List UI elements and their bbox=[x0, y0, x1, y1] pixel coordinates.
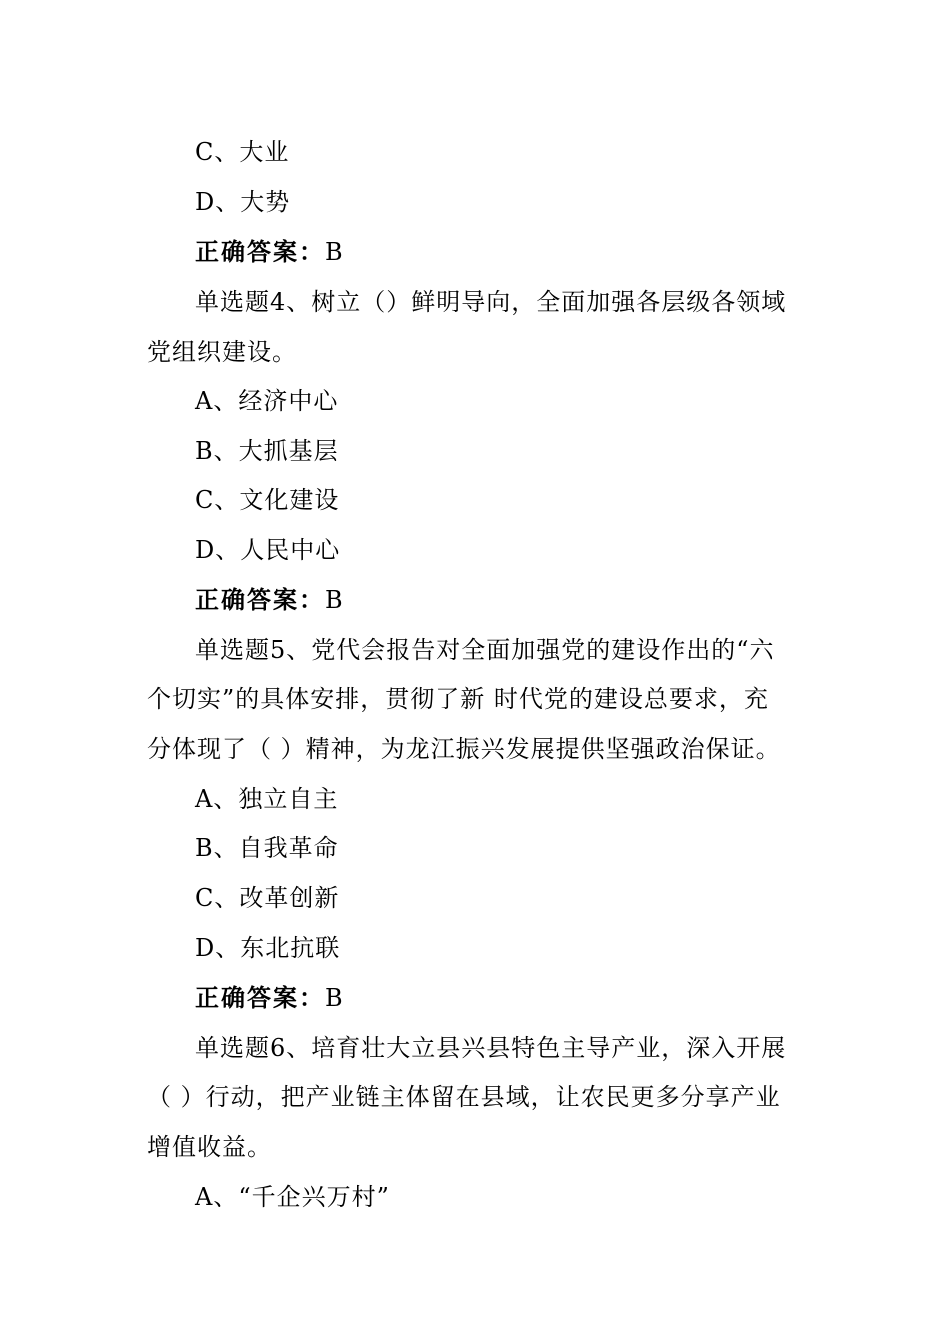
q5-option-b: B、自我革命 bbox=[195, 834, 339, 862]
question-5-line-3: 分体现了（ ）精神，为龙江振兴发展提供坚强政治保证。 bbox=[147, 735, 781, 763]
q5-option-c: C、改革创新 bbox=[195, 884, 340, 912]
answer-value: B bbox=[325, 984, 344, 1012]
q5-answer-line bbox=[195, 983, 344, 1013]
question-6-line-2: （ ）行动，把产业链主体留在县域，让农民更多分享产业 bbox=[147, 1083, 781, 1111]
answer-label: 正确答案： bbox=[195, 586, 325, 614]
question-6-line-3: 增值收益。 bbox=[147, 1133, 272, 1161]
answer-label: 正确答案： bbox=[195, 984, 325, 1012]
answer-value: B bbox=[325, 586, 344, 614]
q6-option-a: A、“千企兴万村” bbox=[195, 1183, 390, 1211]
q4-option-c: C、文化建设 bbox=[195, 486, 340, 514]
question-5-line-1: 单选题5、党代会报告对全面加强党的建设作出的“六 bbox=[195, 636, 775, 664]
option-c: C、大业 bbox=[195, 138, 290, 166]
answer-line bbox=[195, 237, 344, 267]
q4-option-b: B、大抓基层 bbox=[195, 437, 339, 465]
q5-option-a: A、独立自主 bbox=[195, 785, 339, 813]
answer-value: B bbox=[325, 238, 344, 266]
option-d: D、大势 bbox=[195, 188, 291, 216]
question-4-line-1: 单选题4、树立（）鲜明导向，全面加强各层级各领域 bbox=[195, 288, 787, 316]
q5-option-d: D、东北抗联 bbox=[195, 934, 341, 962]
answer-label: 正确答案： bbox=[195, 238, 325, 266]
question-6-line-1: 单选题6、培育壮大立县兴县特色主导产业，深入开展 bbox=[195, 1034, 787, 1062]
q4-answer-line bbox=[195, 585, 344, 615]
q4-option-a: A、经济中心 bbox=[195, 387, 339, 415]
q4-option-d: D、人民中心 bbox=[195, 536, 341, 564]
question-5-line-2: 个切实”的具体安排，贯彻了新 时代党的建设总要求，充 bbox=[147, 685, 769, 713]
question-4-line-2: 党组织建设。 bbox=[147, 338, 297, 366]
